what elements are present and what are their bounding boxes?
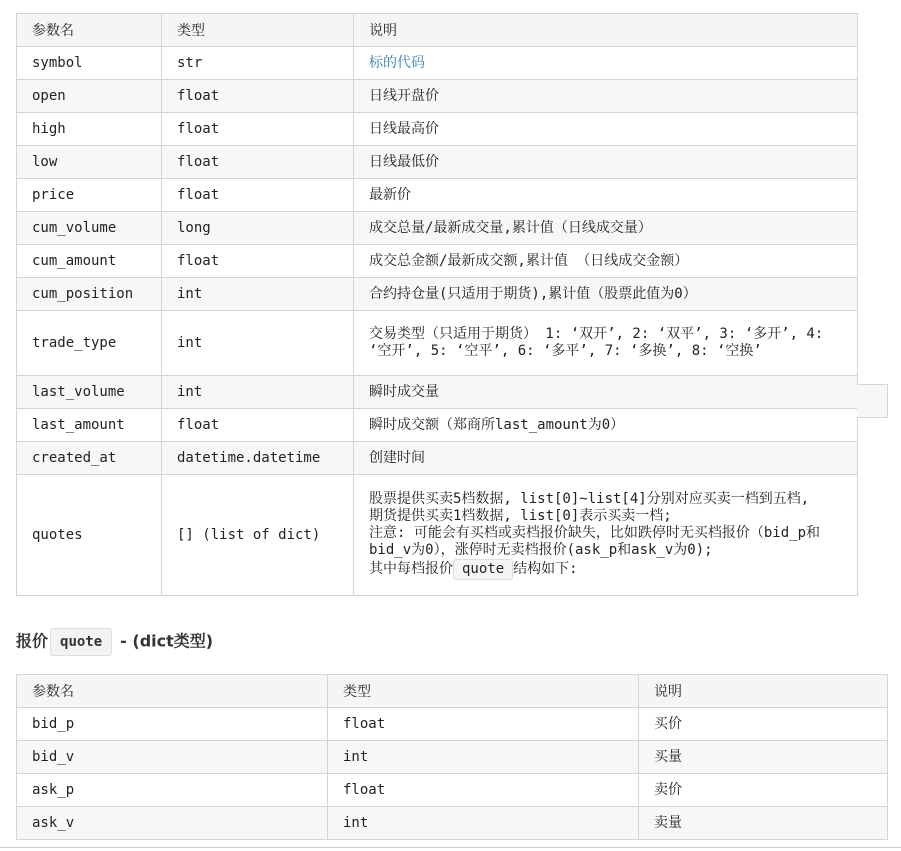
table-row xyxy=(17,774,888,807)
desc-text: 其中每档报价 xyxy=(369,560,453,577)
param-desc: 瞬时成交量 xyxy=(354,376,858,409)
heading-prefix: 报价 xyxy=(16,631,49,651)
param-name: bid_v xyxy=(17,741,328,774)
column-header-type: 类型 xyxy=(162,14,354,47)
quote-section-heading xyxy=(16,628,213,656)
param-desc: 卖价 xyxy=(639,774,888,807)
table-row xyxy=(17,80,858,113)
param-name: price xyxy=(17,179,162,212)
param-desc: 日线最低价 xyxy=(354,146,858,179)
bottom-divider xyxy=(0,847,901,848)
param-type: float xyxy=(162,245,354,278)
param-type: str xyxy=(162,47,354,80)
param-type: int xyxy=(162,311,354,376)
param-name: bid_p xyxy=(17,708,328,741)
param-type: float xyxy=(162,409,354,442)
param-name: high xyxy=(17,113,162,146)
param-name: ask_v xyxy=(17,807,328,840)
param-name: open xyxy=(17,80,162,113)
param-name: low xyxy=(17,146,162,179)
table-row xyxy=(17,442,858,475)
param-name: cum_position xyxy=(17,278,162,311)
inline-code-quote: quote xyxy=(453,559,513,580)
table-row xyxy=(17,409,858,442)
param-desc: 买量 xyxy=(639,741,888,774)
desc-line xyxy=(369,559,842,580)
param-type: int xyxy=(328,741,639,774)
param-desc: 买价 xyxy=(639,708,888,741)
param-desc: 瞬时成交额（郑商所last_amount为0） xyxy=(354,409,858,442)
table-row xyxy=(17,278,858,311)
param-type: float xyxy=(162,80,354,113)
table-row xyxy=(17,212,858,245)
param-name: trade_type xyxy=(17,311,162,376)
column-header-desc: 说明 xyxy=(639,675,888,708)
column-header-name: 参数名 xyxy=(17,14,162,47)
param-name: cum_amount xyxy=(17,245,162,278)
column-header-desc: 说明 xyxy=(354,14,858,47)
table-row xyxy=(17,113,858,146)
param-desc: 日线开盘价 xyxy=(354,80,858,113)
param-name: last_amount xyxy=(17,409,162,442)
quote-code-badge: quote xyxy=(50,628,112,656)
table-row xyxy=(17,741,888,774)
desc-text: 结构如下: xyxy=(513,560,578,577)
column-header-name: 参数名 xyxy=(17,675,328,708)
param-name: symbol xyxy=(17,47,162,80)
param-name: quotes xyxy=(17,475,162,596)
param-desc: 成交总金额/最新成交额,累计值 （日线成交金额） xyxy=(354,245,858,278)
heading-suffix: - (dict类型) xyxy=(120,631,214,651)
param-type: float xyxy=(162,113,354,146)
param-type: int xyxy=(328,807,639,840)
table-row xyxy=(17,47,858,80)
table-row xyxy=(17,311,858,376)
table-header-row xyxy=(17,14,858,47)
param-type: float xyxy=(162,146,354,179)
param-name: last_volume xyxy=(17,376,162,409)
param-type: int xyxy=(162,376,354,409)
param-desc: 成交总量/最新成交量,累计值（日线成交量） xyxy=(354,212,858,245)
param-name: created_at xyxy=(17,442,162,475)
param-desc: 卖量 xyxy=(639,807,888,840)
param-name: cum_volume xyxy=(17,212,162,245)
param-type: float xyxy=(328,708,639,741)
table-row xyxy=(17,179,858,212)
table-overflow-cell xyxy=(857,384,888,418)
param-type: [] (list of dict) xyxy=(162,475,354,596)
param-desc: 交易类型（只适用于期货） 1: ‘双开’, 2: ‘双平’, 3: ‘多开’, 4: ‘空开’, 5: ‘空平’, 6: ‘多平’, 7: ‘多换’, 8: ‘空换’ xyxy=(354,311,858,376)
table-header-row xyxy=(17,675,888,708)
param-type: long xyxy=(162,212,354,245)
desc-line: 期货提供买卖1档数据, list[0]表示买卖一档; xyxy=(369,507,672,524)
symbol-doc-link[interactable]: 标的代码 xyxy=(369,54,425,71)
param-desc: 日线最高价 xyxy=(354,113,858,146)
table-row xyxy=(17,376,858,409)
fields-table xyxy=(16,13,858,596)
quote-table xyxy=(16,674,888,840)
param-desc: 最新价 xyxy=(354,179,858,212)
param-name: ask_p xyxy=(17,774,328,807)
param-desc: 合约持仓量(只适用于期货),累计值（股票此值为0） xyxy=(354,278,858,311)
table-row xyxy=(17,475,858,596)
table-row xyxy=(17,708,888,741)
table-row xyxy=(17,245,858,278)
param-type: float xyxy=(162,179,354,212)
desc-line: 股票提供买卖5档数据, list[0]~list[4]分别对应买卖一档到五档, xyxy=(369,490,810,507)
table-row xyxy=(17,807,888,840)
desc-line: 注意: 可能会有买档或卖档报价缺失，比如跌停时无买档报价（bid_p和bid_v为0），涨停时无卖档报价(ask_p和ask_v为0); xyxy=(369,524,820,558)
param-desc xyxy=(354,475,858,596)
param-type: float xyxy=(328,774,639,807)
table-row xyxy=(17,146,858,179)
param-desc: 创建时间 xyxy=(354,442,858,475)
param-type: int xyxy=(162,278,354,311)
param-type: datetime.datetime xyxy=(162,442,354,475)
column-header-type: 类型 xyxy=(328,675,639,708)
